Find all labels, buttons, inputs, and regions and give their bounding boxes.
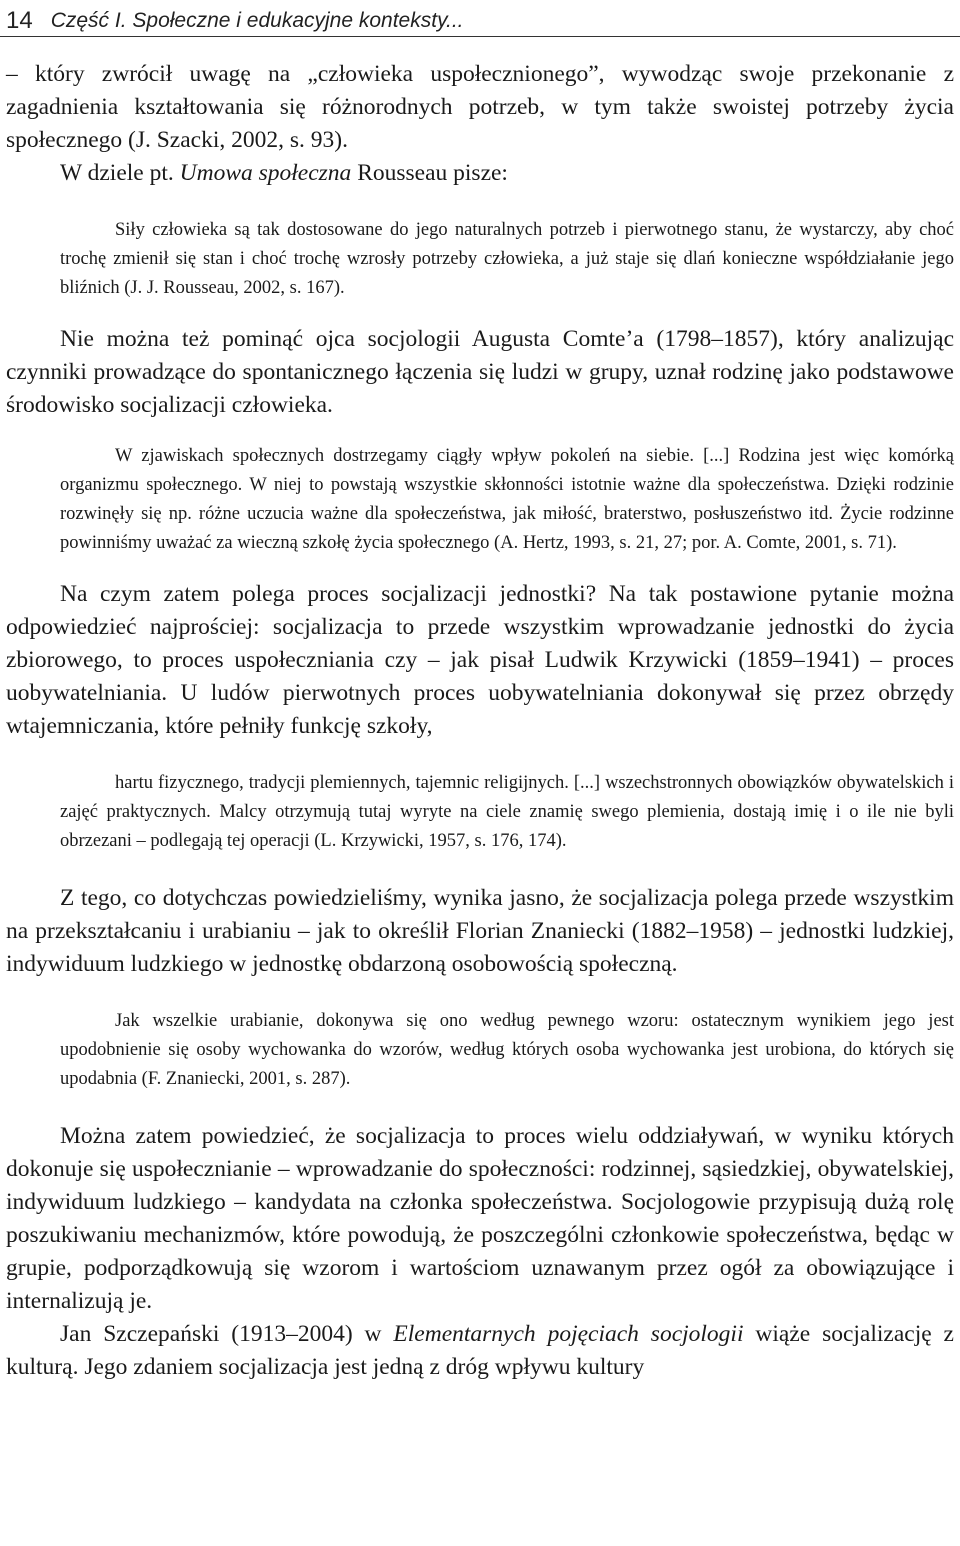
block-quote-1: Siły człowieka są tak dostosowane do jego naturalnych potrzeb i pierwotnego stanu, że wystarczy, aby choć trochę zmienił się stan i choć trochę wzrosły potrzeby człowieka, a już staje się dlań konieczne współdziałanie jego bliźnich (J. J. Rousseau, 2002, s. 167). bbox=[60, 220, 954, 298]
paragraph-7-text: Jan Szczepański (1913–2004) w bbox=[60, 1321, 394, 1347]
header-rule bbox=[0, 36, 960, 37]
paragraph-7-title: Elementarnych pojęciach socjologii bbox=[393, 1321, 744, 1347]
page-number: 14 bbox=[6, 7, 33, 34]
block-quote-2: W zjawiskach społecznych dostrzegamy ciągły wpływ pokoleń na siebie. [...] Rodzina jest więc komórką organizmu społecznego. W niej to powstają wszystkie skłonności istotnie ważne dla społeczeństwa. Dzięki rodzinie rozwinęły się np. różne uczucia ważne dla społeczeństwa, jak miłość, braterstwo, posłuszeństwo itd. Życie rodzinne powinniśmy uważać za wieczną szkołę życia społecznego (A. Hertz, 1993, s. 21, 27; por. A. Comte, 2001, s. 71). bbox=[60, 446, 954, 553]
block-quote-3: hartu fizycznego, tradycji plemiennych, tajemnic religijnych. [...] wszechstronnych obowiązków obywatelskich i zajęć praktycznych. Malcy otrzymują tutaj wyryte na ciele znamię swego plemienia, dostają imię i o ile nie byli obrzezani – podlegają tej operacji (L. Krzywicki, 1957, s. 176, 174). bbox=[60, 773, 954, 851]
paragraph-5: Z tego, co dotychczas powiedzieliśmy, wynika jasno, że socjalizacja polega przede wszystkim na przekształcaniu i urabianiu – jak to określił Florian Znaniecki (1882–1958) – jednostki ludzkiej, indywiduum ludzkiego w jednostkę obdarzoną osobowością społeczną. bbox=[6, 885, 954, 977]
paragraph-2-title: Umowa społeczna bbox=[179, 160, 352, 186]
running-title: Część I. Społeczne i edukacyjne konteksty... bbox=[50, 9, 464, 32]
paragraph-2-text-end: Rousseau pisze: bbox=[351, 160, 508, 186]
paragraph-4: Na czym zatem polega proces socjalizacji jednostki? Na tak postawione pytanie można odpowiedzieć najprościej: socjalizacja to przede wszystkim wprowadzanie jednostki do życia zbiorowego, to proces uspołeczniania czy – jak pisał Ludwik Krzywicki (1859–1941) – proces uobywatelniania. U ludów pierwotnych proces uobywatelniania dokonywał się przez obrzędy wtajemniczania, które pełniły funkcję szkoły, bbox=[6, 581, 954, 739]
paragraph-3: Nie można też pominąć ojca socjologii Augusta Comte’a (1798–1857), który analizując czynniki prowadzące do spontanicznego łączenia się ludzi w grupy, uznał rodzinę jako podstawowe środowisko socjalizacji człowieka. bbox=[6, 326, 954, 418]
paragraph-2-text: W dziele pt. bbox=[60, 160, 180, 186]
paragraph-6: Można zatem powiedzieć, że socjalizacja to proces wielu oddziaływań, w wyniku których dokonuje się uspołecznianie – wprowadzanie do społeczności: rodzinnej, sąsiedzkiej, obywatelskiej, indywiduum ludzkiego – kandydata na członka społeczeństwa. Socjologowie przypisują dużą rolę poszukiwaniu mechanizmów, które powodują, że poszczególni członkowie społeczeństwa, będąc w grupie, podporządkowują się wzorom i wartościom uznawanym przez ogół za obowiązujące i internalizują je. bbox=[6, 1123, 954, 1314]
running-header bbox=[6, 0, 954, 36]
page-content bbox=[6, 58, 954, 1384]
paragraph-2 bbox=[6, 157, 954, 190]
paragraph-7 bbox=[6, 1318, 954, 1384]
paragraph-1: – który zwrócił uwagę na „człowieka uspołecznionego”, wywodząc swoje przekonanie z zagadnienia kształtowania się różnorodnych potrzeb, w tym także swoistej potrzeby życia społecznego (J. Szacki, 2002, s. 93). bbox=[6, 61, 954, 153]
block-quote-4: Jak wszelkie urabianie, dokonywa się ono według pewnego wzoru: ostatecznym wynikiem jego jest upodobnienie się osoby wychowanka do wzorów, według których osoba wychowanka jest urobiona, do których się upodabnia (F. Znaniecki, 2001, s. 287). bbox=[60, 1011, 954, 1089]
paragraph-7-text-end: wiąże socjalizację z kulturą. Jego zdaniem socjalizacja jest jedną z dróg wpływu kultury bbox=[6, 1321, 954, 1380]
